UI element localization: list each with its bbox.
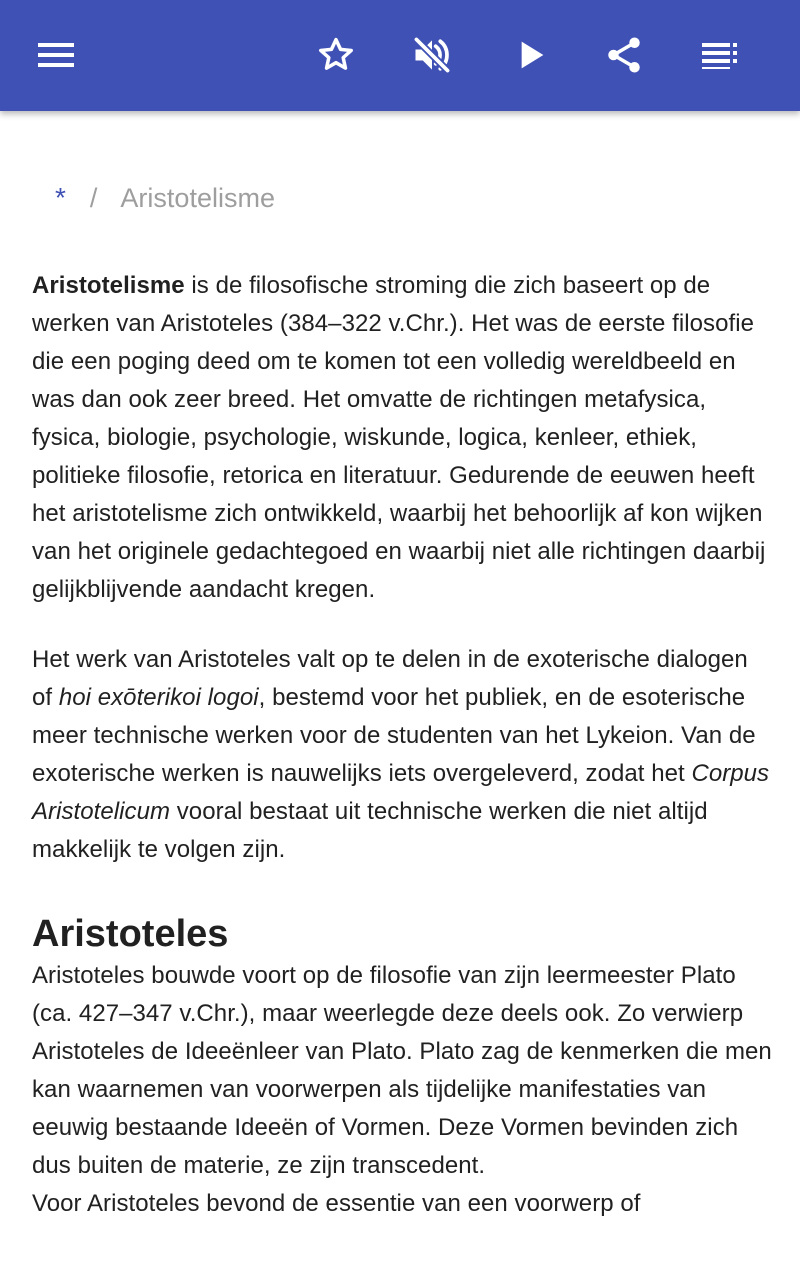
play-icon (510, 35, 550, 75)
article-term: Aristotelisme (32, 272, 185, 299)
article-paragraph: Voor Aristoteles bevond de essentie van een voorwerp of (32, 1190, 641, 1217)
menu-button[interactable] (16, 15, 96, 95)
article-paragraph (32, 267, 772, 609)
breadcrumb-current: Aristotelisme (120, 183, 275, 213)
mute-button[interactable] (392, 15, 472, 95)
toc-icon (700, 35, 740, 75)
play-button[interactable] (490, 15, 570, 95)
article-paragraph: Aristoteles bouwde voort op de filosofie van zijn leermeester Plato (ca. 427–347 v.Chr.), maar weerlegde deze deels ook. Zo verwierp Aristoteles de Ideeënleer van Plato. Plato zag de kenmerken die men kan waarnemen van voorwerpen als tijdelijke manifestaties van eeuwig bestaande Ideeën of Vormen. Deze Vormen bevinden zich dus buiten de materie, ze zijn transcedent. (32, 962, 772, 1179)
paragraph-text: Het werk van Aristoteles valt op te delen in de exoterische dialogen of (32, 646, 748, 711)
app-toolbar (0, 0, 800, 111)
breadcrumb-home-link[interactable]: * (55, 182, 66, 213)
paragraph-text: is de filosofische stroming die zich baseert op de werken van Aristoteles (384–322 v.Chr.). Het was de eerste filosofie die een poging deed om te komen tot een volledig wereldbeeld en was dan ook zeer breed. Het omvatte de richtingen metafysica, fysica, biologie, psychologie, wiskunde, logica, kenleer, ethiek, politieke filosofie, retorica en literatuur. Gedurende de eeuwen heeft het aristotelisme zich ontwikkeld, waarbij het behoorlijk af kon wijken van het originele gedachtegoed en waarbij niet alle richtingen daarbij gelijkblijvende aandacht kregen. (32, 272, 766, 603)
favorite-button[interactable] (296, 15, 376, 95)
menu-icon (36, 35, 76, 75)
section-heading: Aristoteles (32, 913, 229, 955)
share-button[interactable] (584, 15, 664, 95)
table-of-contents-button[interactable] (680, 15, 760, 95)
italic-term: hoi exōterikoi logoi (58, 684, 259, 711)
paragraph-text: , bestemd voor het publiek, en de esoterische meer technische werken voor de studenten van het Lykeion. Van de exoterische werken is nauwelijks iets overgeleverd, zodat het (32, 684, 756, 787)
breadcrumb (32, 179, 772, 217)
article-content (32, 111, 772, 1223)
paragraph-text: vooral bestaat uit technische werken die niet altijd makkelijk te volgen zijn. (32, 798, 708, 863)
article-paragraph (32, 641, 772, 869)
breadcrumb-separator: / (89, 183, 98, 213)
share-icon (603, 34, 645, 76)
star-icon (315, 34, 357, 76)
volume-off-icon (410, 33, 454, 77)
italic-term: Corpus Aristotelicum (32, 760, 770, 825)
